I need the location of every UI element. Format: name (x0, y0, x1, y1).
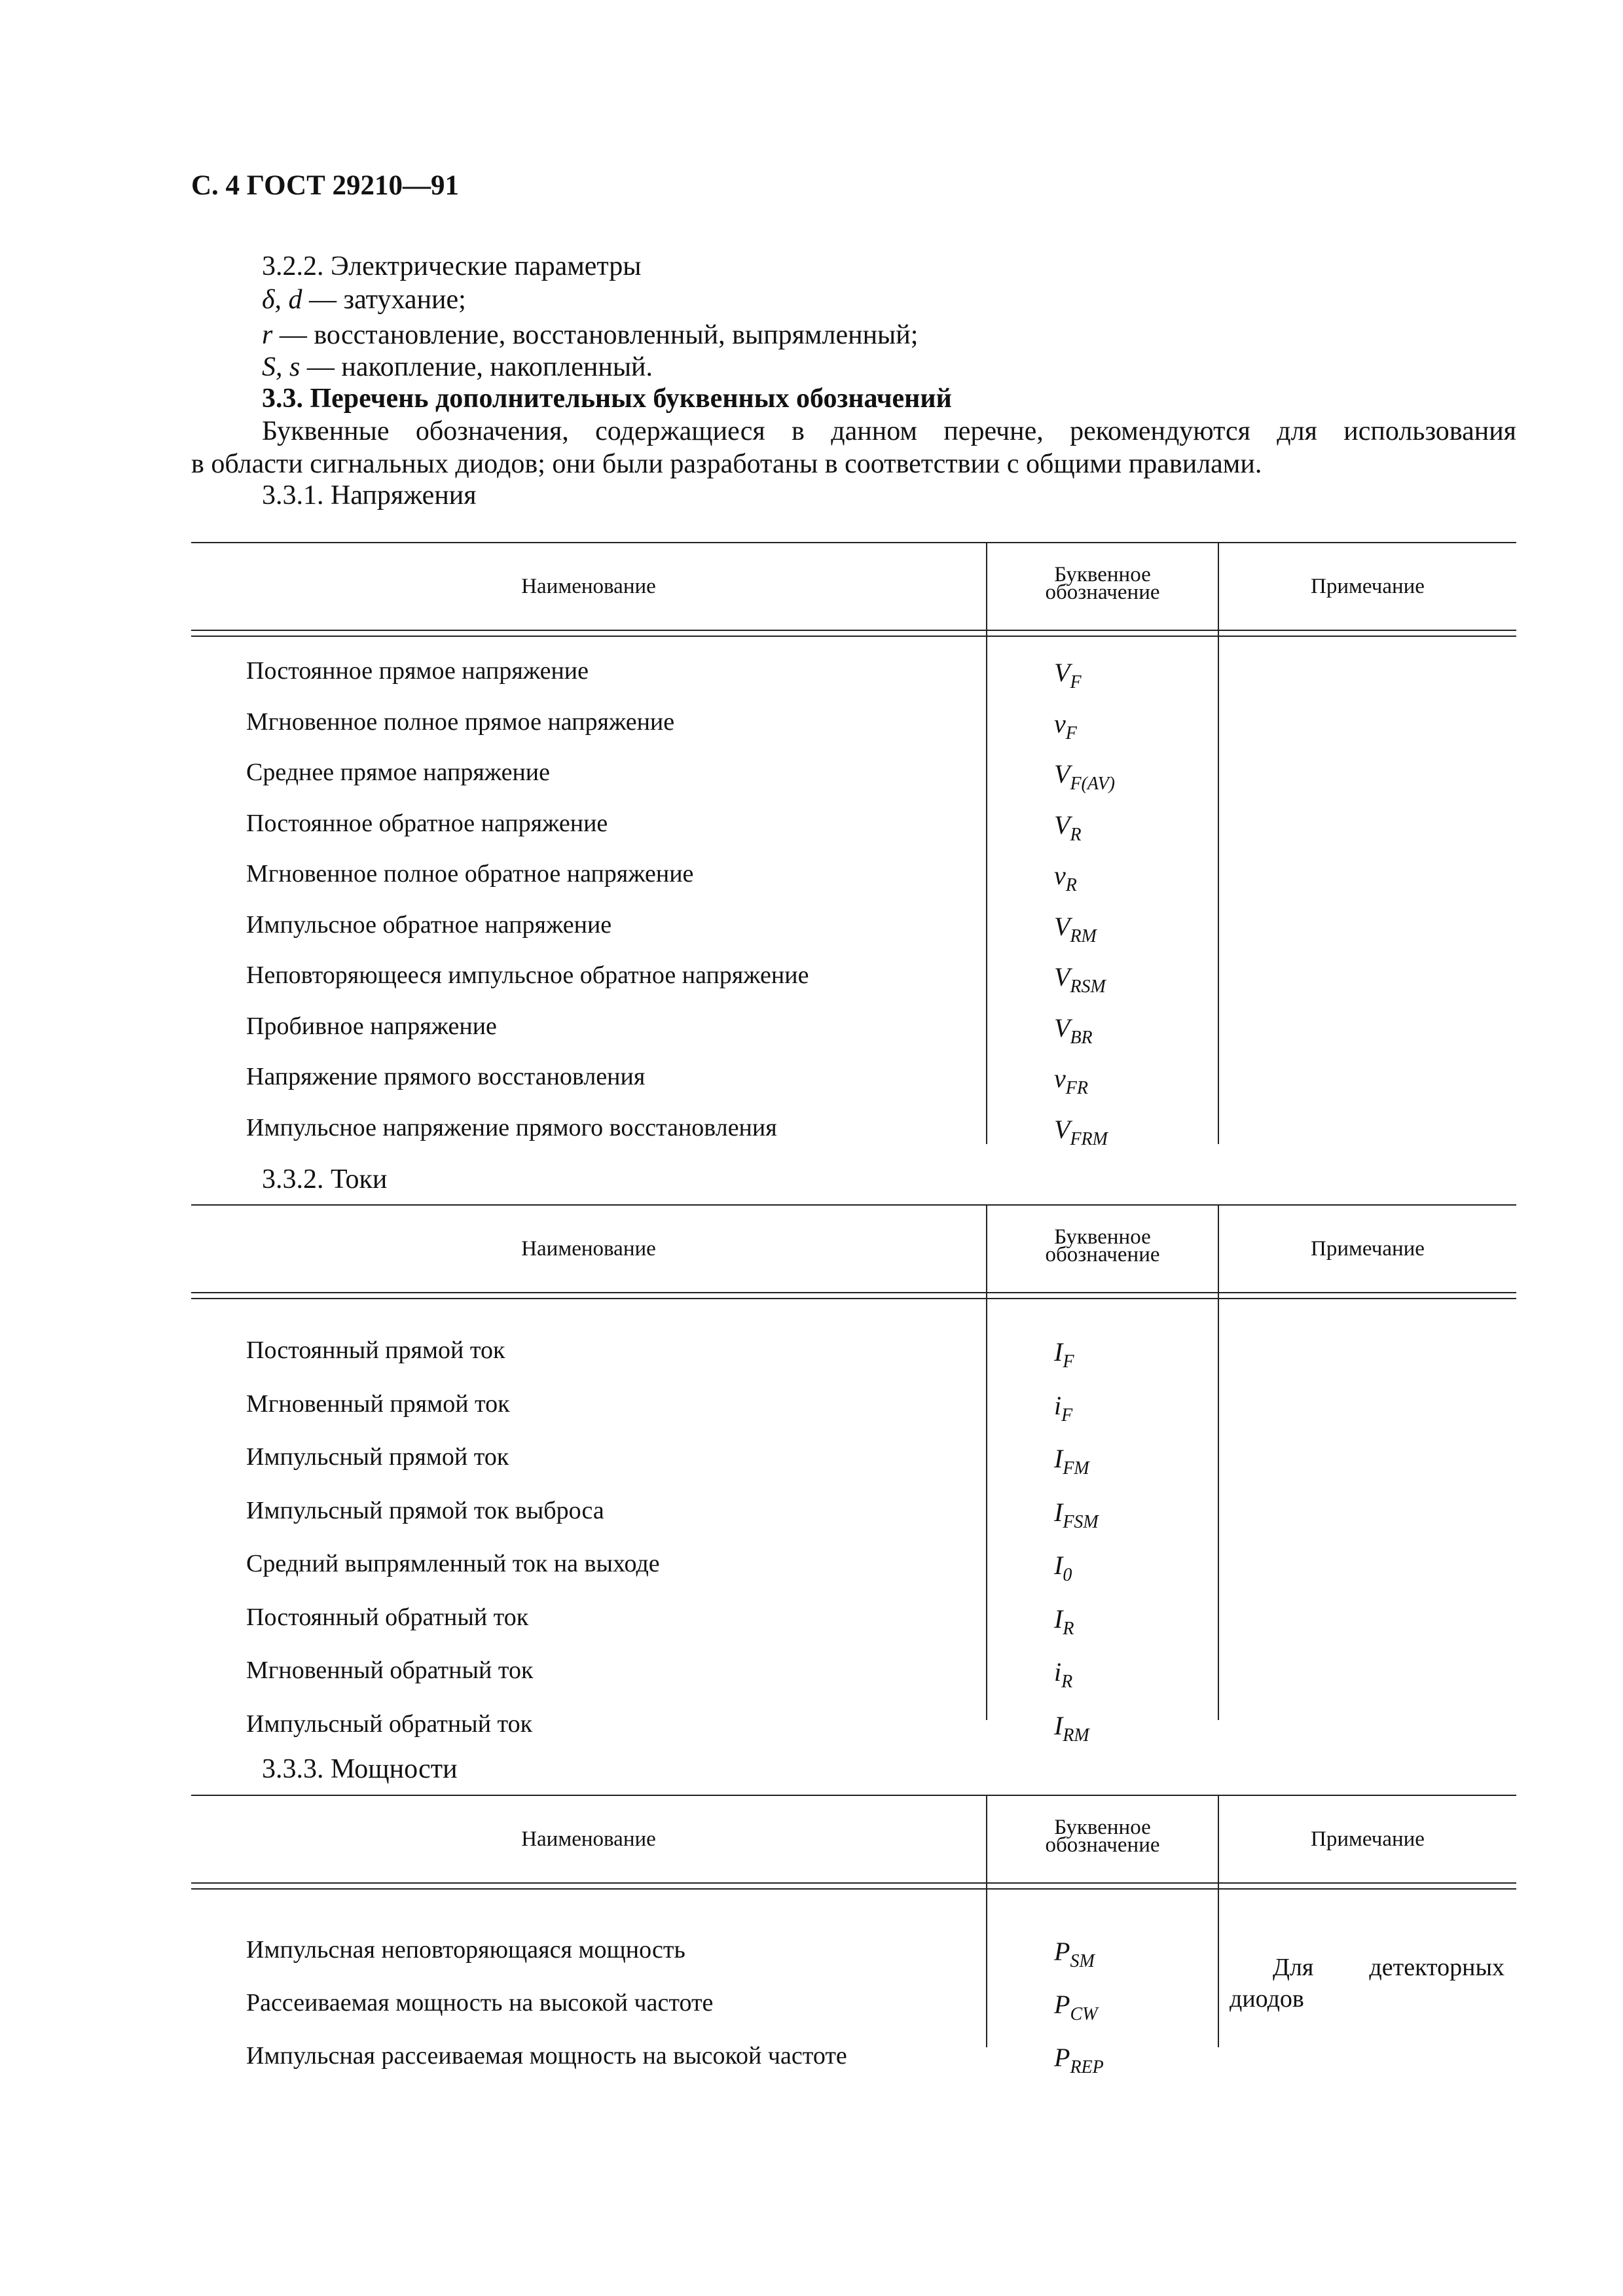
symbol-subscript: FR (1065, 1078, 1088, 1098)
row-name: Мгновенный прямой ток (246, 1390, 510, 1418)
def-attenuation: δ, d — затухание; (262, 285, 466, 315)
symbol-base: V (1054, 1114, 1070, 1144)
col-symbol-header-line: обозначение (1045, 1243, 1160, 1266)
def-storage: S, s — накопление, накопленный. (262, 352, 653, 382)
row-symbol (1054, 863, 1077, 895)
row-symbol (1054, 1659, 1072, 1691)
section-33-title: 3.3. Перечень дополнительных буквенных обозначений (262, 384, 952, 414)
col-note-header: Примечание (1311, 1237, 1425, 1261)
table-header-rule (191, 1882, 1516, 1890)
page-header: С. 4 ГОСТ 29210—91 (191, 170, 460, 201)
table-voltages-title: 3.3.1. Напряжения (262, 480, 477, 511)
row-name: Постоянное обратное напряжение (246, 809, 608, 837)
row-name: Неповторяющееся импульсное обратное напряжение (246, 961, 809, 989)
column-divider (986, 542, 987, 1144)
table-header-rule (191, 1292, 1516, 1299)
symbol-base: V (1054, 1013, 1070, 1043)
row-symbol (1054, 812, 1082, 844)
symbol-subscript: R (1070, 824, 1082, 845)
symbol-subscript: REP (1070, 2057, 1104, 2077)
table-top-rule (191, 1795, 1516, 1796)
column-divider (1218, 542, 1219, 1144)
col-symbol-header-line: Буквенное (1054, 563, 1151, 586)
row-name: Постоянное прямое напряжение (246, 657, 589, 685)
symbol-base: I (1054, 1551, 1063, 1580)
row-name: Импульсный прямой ток выброса (246, 1496, 604, 1524)
note-line: Для детекторных (1273, 1954, 1504, 1981)
col-symbol-header (987, 1225, 1218, 1266)
column-divider (986, 1204, 987, 1720)
symbol-subscript: FSM (1063, 1511, 1099, 1532)
row-symbol (1054, 1710, 1089, 1746)
def-recovery: r — восстановление, восстановленный, выпрямленный; (262, 320, 919, 350)
row-name: Импульсный обратный ток (246, 1710, 533, 1738)
col-symbol-header-line: Буквенное (1054, 1225, 1151, 1249)
row-symbol (1054, 964, 1106, 996)
row-name: Напряжение прямого восстановления (246, 1063, 646, 1090)
symbol-base: P (1054, 1937, 1070, 1966)
row-symbol (1054, 1015, 1093, 1047)
symbol-base: v (1054, 1064, 1066, 1093)
symbol-subscript: RSM (1070, 977, 1106, 997)
row-symbol (1054, 1390, 1073, 1426)
row-name: Постоянный прямой ток (246, 1336, 505, 1364)
table-currents-title: 3.3.2. Токи (262, 1164, 388, 1194)
row-symbol (1054, 1446, 1089, 1478)
symbol-base: V (1054, 962, 1070, 992)
symbol-subscript: R (1065, 875, 1077, 895)
symbol-subscript: SM (1070, 1951, 1095, 1971)
row-name: Мгновенное полное обратное напряжение (246, 860, 694, 888)
row-symbol (1054, 1499, 1099, 1532)
row-name: Среднее прямое напряжение (246, 759, 550, 786)
symbol-subscript: CW (1070, 2004, 1098, 2024)
symbol-subscript: F (1061, 1405, 1073, 1426)
symbol-base: v (1054, 708, 1066, 738)
symbol-subscript: RM (1070, 925, 1097, 946)
symbol-base: I (1054, 1337, 1063, 1367)
row-name: Средний выпрямленный ток на выходе (246, 1550, 660, 1577)
table-power (191, 1795, 1516, 2077)
table-header-rule (191, 630, 1516, 637)
symbol-subscript: FRM (1070, 1128, 1108, 1149)
col-note-header: Примечание (1311, 1827, 1425, 1851)
symbol-subscript: FM (1063, 1458, 1089, 1479)
row-symbol (1054, 1939, 1095, 1971)
symbol-base: v (1054, 861, 1066, 890)
col-note-header: Примечание (1311, 575, 1425, 598)
row-symbol (1054, 1066, 1088, 1098)
symbol-subscript: R (1061, 1672, 1073, 1692)
col-symbol-header-line: Буквенное (1054, 1816, 1151, 1839)
symbol-subscript: R (1063, 1618, 1074, 1639)
paragraph-line: Буквенные обозначения, содержащиеся в данном перечне, рекомендуются для использования (262, 416, 1516, 446)
col-symbol-header-line: обозначение (1045, 1833, 1160, 1857)
symbol-base: V (1054, 759, 1070, 789)
symbol-subscript: 0 (1063, 1565, 1072, 1585)
col-symbol-header (987, 563, 1218, 604)
table-currents (191, 1204, 1516, 1746)
row-note (1230, 1952, 1504, 2015)
row-name: Рассеиваемая мощность на высокой частоте (246, 1989, 714, 2017)
row-symbol (1054, 708, 1077, 744)
section-33-paragraph (191, 415, 1516, 480)
symbol-base: I (1054, 1710, 1063, 1740)
symbol-base: I (1054, 1497, 1063, 1527)
row-symbol (1054, 1992, 1097, 2024)
col-name-header: Наименование (521, 1237, 656, 1261)
symbol-base: i (1054, 1390, 1062, 1420)
symbol-subscript: BR (1070, 1027, 1093, 1048)
symbol-subscript: F (1065, 723, 1077, 744)
row-symbol (1054, 1552, 1072, 1585)
row-name: Импульсная рассеиваемая мощность на высокой частоте (246, 2042, 847, 2070)
symbol-subscript: F (1063, 1352, 1074, 1372)
table-top-rule (191, 542, 1516, 543)
table-voltages (191, 542, 1516, 1149)
row-name: Пробивное напряжение (246, 1012, 497, 1040)
row-symbol (1054, 1606, 1074, 1638)
row-symbol (1054, 1114, 1108, 1149)
table-top-rule (191, 1204, 1516, 1206)
symbol-subscript: F(AV) (1070, 774, 1116, 794)
symbol-base: I (1054, 1604, 1063, 1634)
row-name: Постоянный обратный ток (246, 1603, 529, 1631)
row-name: Импульсный прямой ток (246, 1443, 509, 1471)
col-symbol-header (987, 1816, 1218, 1857)
col-symbol-header-line: обозначение (1045, 581, 1160, 604)
section-322-title: 3.2.2. Электрические параметры (262, 251, 642, 281)
note-line: диодов (1230, 1985, 1304, 2013)
col-name-header: Наименование (521, 1827, 656, 1851)
row-name: Импульсная неповторяющаяся мощность (246, 1936, 685, 1964)
row-symbol (1054, 1339, 1074, 1371)
col-name-header: Наименование (521, 575, 656, 598)
symbol-base: I (1054, 1444, 1063, 1473)
column-divider (1218, 1204, 1219, 1720)
row-symbol (1054, 660, 1082, 692)
table-power-title: 3.3.3. Мощности (262, 1754, 458, 1784)
symbol-base: V (1054, 658, 1070, 687)
symbol-base: V (1054, 810, 1070, 840)
row-symbol (1054, 911, 1097, 946)
symbol-base: P (1054, 2043, 1070, 2072)
symbol-subscript: RM (1063, 1725, 1089, 1746)
symbol-subscript: F (1070, 672, 1082, 692)
row-name: Импульсное напряжение прямого восстановления (246, 1113, 777, 1141)
row-name: Мгновенный обратный ток (246, 1657, 534, 1684)
paragraph-line: в области сигнальных диодов; они были разработаны в соответствии с общими правилами. (191, 449, 1262, 479)
row-name: Импульсное обратное напряжение (246, 910, 612, 939)
row-name: Мгновенное полное прямое напряжение (246, 708, 675, 736)
row-symbol (1054, 761, 1115, 793)
symbol-base: i (1054, 1657, 1062, 1687)
row-symbol (1054, 2045, 1104, 2077)
symbol-base: P (1054, 1990, 1070, 2019)
symbol-base: V (1054, 911, 1070, 941)
